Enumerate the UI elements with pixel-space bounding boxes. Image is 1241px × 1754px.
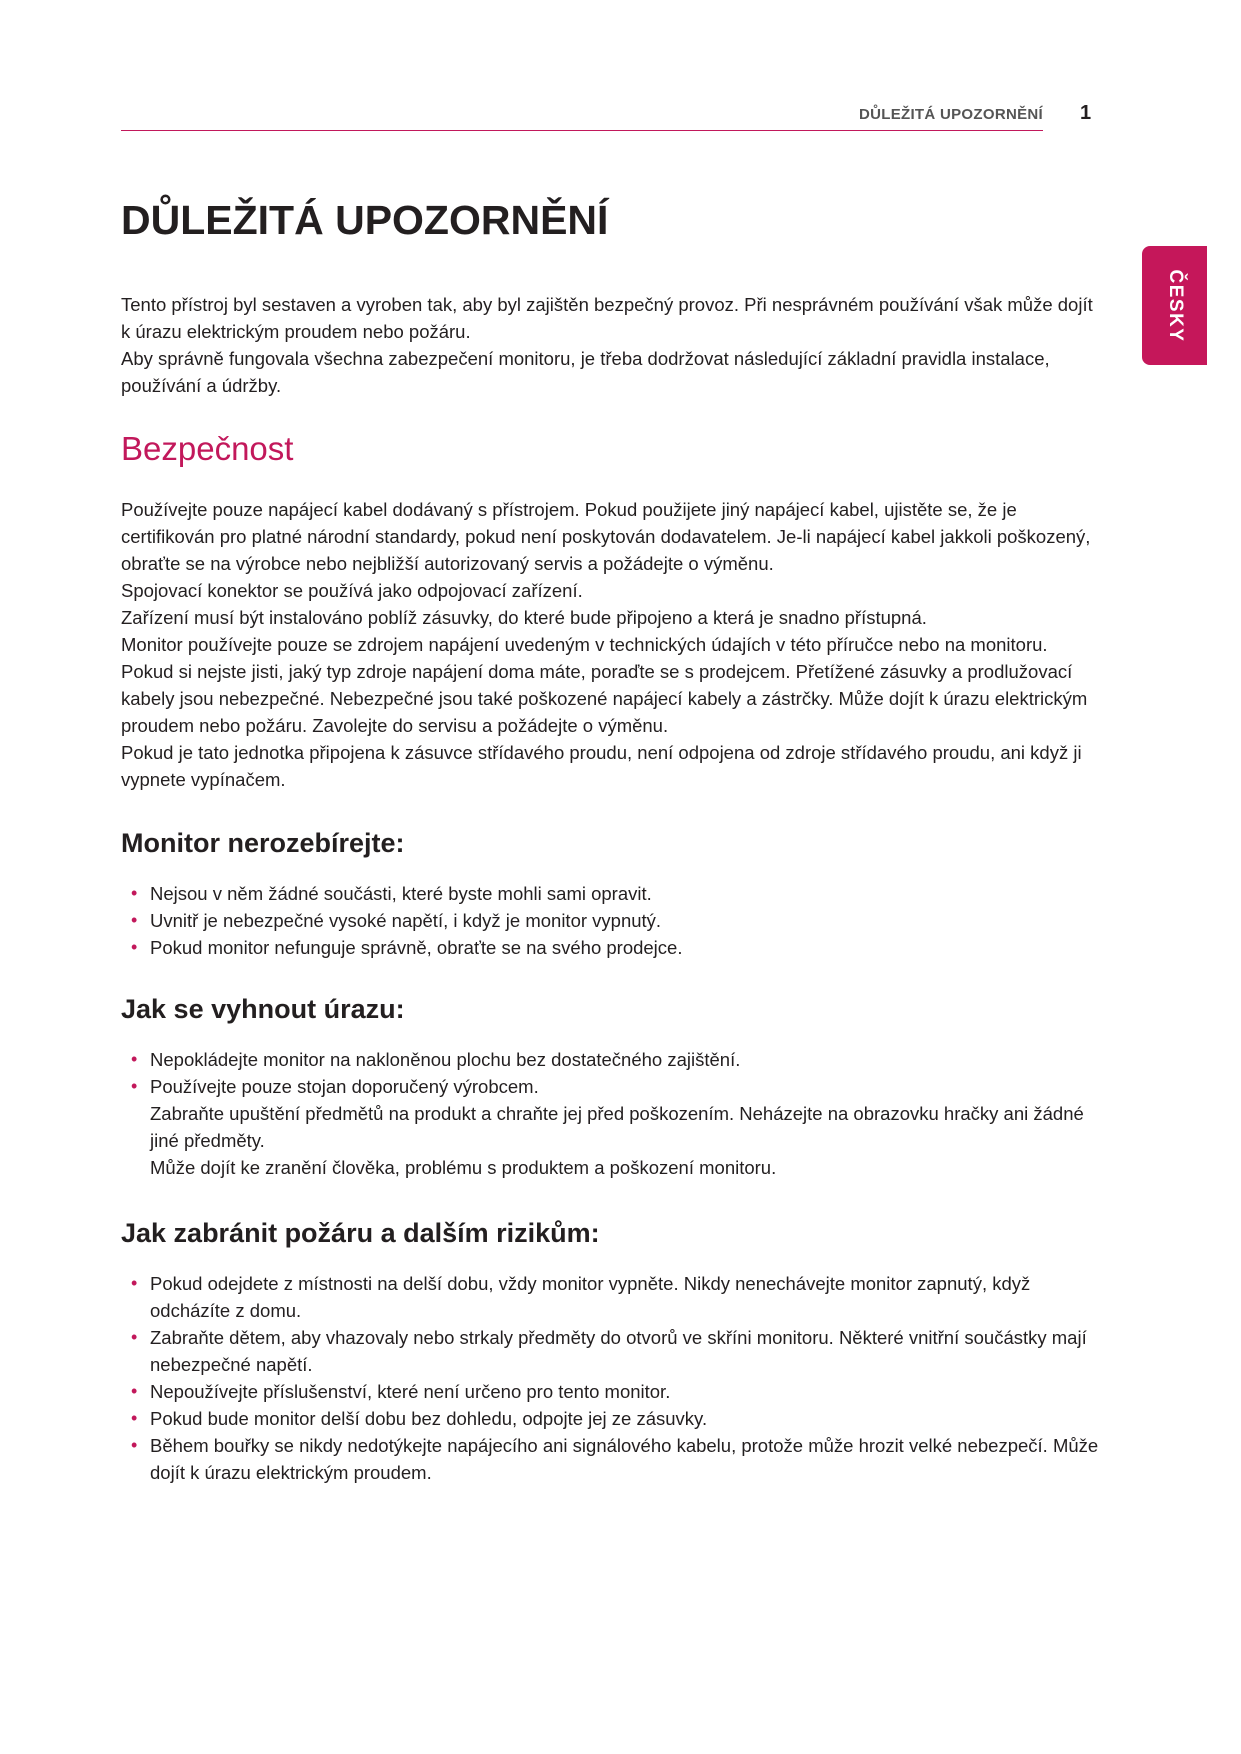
bullet-list-disassembly xyxy=(121,880,1101,961)
bullet-icon: • xyxy=(131,937,138,957)
list-item-text: Pokud monitor nefunguje správně, obraťte se na svého prodejce. xyxy=(150,937,683,958)
list-item-text: Zabraňte dětem, aby vhazovaly nebo strkaly předměty do otvorů ve skříni monitoru. Některé vnitřní součástky mají nebezpečné napětí. xyxy=(150,1327,1087,1375)
list-item xyxy=(131,907,1101,934)
bullet-icon: • xyxy=(131,1381,138,1401)
running-title: DŮLEŽITÁ UPOZORNĚNÍ xyxy=(858,106,1043,123)
intro-paragraph: Aby správně fungovala všechna zabezpečení monitoru, je třeba dodržovat následující základní pravidla instalace, používání a údržby. xyxy=(121,348,1050,396)
bullet-icon: • xyxy=(131,1049,138,1069)
list-item xyxy=(131,1270,1101,1324)
bullet-icon: • xyxy=(131,1435,138,1455)
subsection-title-fire: Jak zabránit požáru a dalším rizikům: xyxy=(121,1218,600,1248)
safety-text xyxy=(121,496,1101,793)
list-item-note: Může dojít ke zranění člověka, problému s produktem a poškození monitoru. xyxy=(150,1157,777,1178)
list-item-text: Nepoužívejte příslušenství, které není určeno pro tento monitor. xyxy=(150,1381,671,1402)
list-item xyxy=(131,1432,1101,1486)
subsection-title-injury: Jak se vyhnout úrazu: xyxy=(121,994,405,1024)
bullet-icon: • xyxy=(131,1327,138,1347)
running-header xyxy=(121,100,1043,131)
bullet-icon: • xyxy=(131,1273,138,1293)
bullet-icon: • xyxy=(131,1076,138,1096)
language-tab xyxy=(1142,246,1207,365)
list-item-text: Pokud odejdete z místnosti na delší dobu, vždy monitor vypněte. Nikdy nenechávejte monitor zapnutý, když odcházíte z domu. xyxy=(150,1273,1031,1321)
list-item-note: Zabraňte upuštění předmětů na produkt a chraňte jej před poškozením. Neházejte na obrazovku hračky ani žádné jiné předměty. xyxy=(150,1103,1084,1151)
list-item-text: Používejte pouze stojan doporučený výrobcem. xyxy=(150,1076,539,1097)
safety-paragraph: Zařízení musí být instalováno poblíž zásuvky, do které bude připojeno a která je snadno přístupná. xyxy=(121,607,927,628)
safety-paragraph: Spojovací konektor se používá jako odpojovací zařízení. xyxy=(121,580,583,601)
list-item xyxy=(131,1073,1101,1181)
bullet-list-injury xyxy=(121,1046,1101,1181)
list-item xyxy=(131,1324,1101,1378)
list-item-text: Uvnitř je nebezpečné vysoké napětí, i když je monitor vypnutý. xyxy=(150,910,662,931)
list-item xyxy=(131,880,1101,907)
language-tab-label: ČESKY xyxy=(1164,269,1186,342)
list-item xyxy=(131,934,1101,961)
list-item xyxy=(131,1046,1101,1073)
intro xyxy=(121,291,1101,399)
intro-paragraph: Tento přístroj byl sestaven a vyroben tak, aby byl zajištěn bezpečný provoz. Při nesprávném používání však může dojít k úrazu elektrickým proudem nebo požáru. xyxy=(121,294,1093,342)
safety-paragraph: Monitor používejte pouze se zdrojem napájení uvedeným v technických údajích v této příručce nebo na monitoru. Pokud si nejste jisti, jaký typ zdroje napájení doma máte, poraďte se s prodejcem. Přetížené zásuvky a prodlužovací kabely jsou nebezpečné. Nebezpečné jsou také poškozené napájecí kabely a zástrčky. Může dojít k úrazu elektrickým proudem nebo požáru. Zavolejte do servisu a požádejte o výměnu. xyxy=(121,634,1088,736)
list-item-text: Nepokládejte monitor na nakloněnou plochu bez dostatečného zajištění. xyxy=(150,1049,741,1070)
page-title: DŮLEŽITÁ UPOZORNĚNÍ xyxy=(121,197,609,243)
page-content xyxy=(121,193,1101,1486)
bullet-icon: • xyxy=(131,1408,138,1428)
list-item xyxy=(131,1378,1101,1405)
safety-paragraph: Používejte pouze napájecí kabel dodávaný s přístrojem. Pokud použijete jiný napájecí kabel, ujistěte se, že je certifikován pro platné národní standardy, pokud není poskytován dodavatelem. Je-li napájecí kabel jakkoli poškozený, obraťte se na výrobce nebo nejbližší autorizovaný servis a požádejte o výměnu. xyxy=(121,499,1091,574)
list-item xyxy=(131,1405,1101,1432)
page-number: 1 xyxy=(1080,102,1092,124)
section-title-safety: Bezpečnost xyxy=(121,430,294,467)
bullet-list-fire xyxy=(121,1270,1101,1486)
bullet-icon: • xyxy=(131,910,138,930)
bullet-icon: • xyxy=(131,883,138,903)
list-item-text: Nejsou v něm žádné součásti, které byste mohli sami opravit. xyxy=(150,883,652,904)
list-item-text: Během bouřky se nikdy nedotýkejte napájecího ani signálového kabelu, protože může hrozit velké nebezpečí. Může dojít k úrazu elektrickým proudem. xyxy=(150,1435,1099,1483)
safety-paragraph: Pokud je tato jednotka připojena k zásuvce střídavého proudu, není odpojena od zdroje střídavého proudu, ani když ji vypnete vypínačem. xyxy=(121,742,1082,790)
subsection-title-disassembly: Monitor nerozebírejte: xyxy=(121,828,405,858)
list-item-text: Pokud bude monitor delší dobu bez dohledu, odpojte jej ze zásuvky. xyxy=(150,1408,708,1429)
